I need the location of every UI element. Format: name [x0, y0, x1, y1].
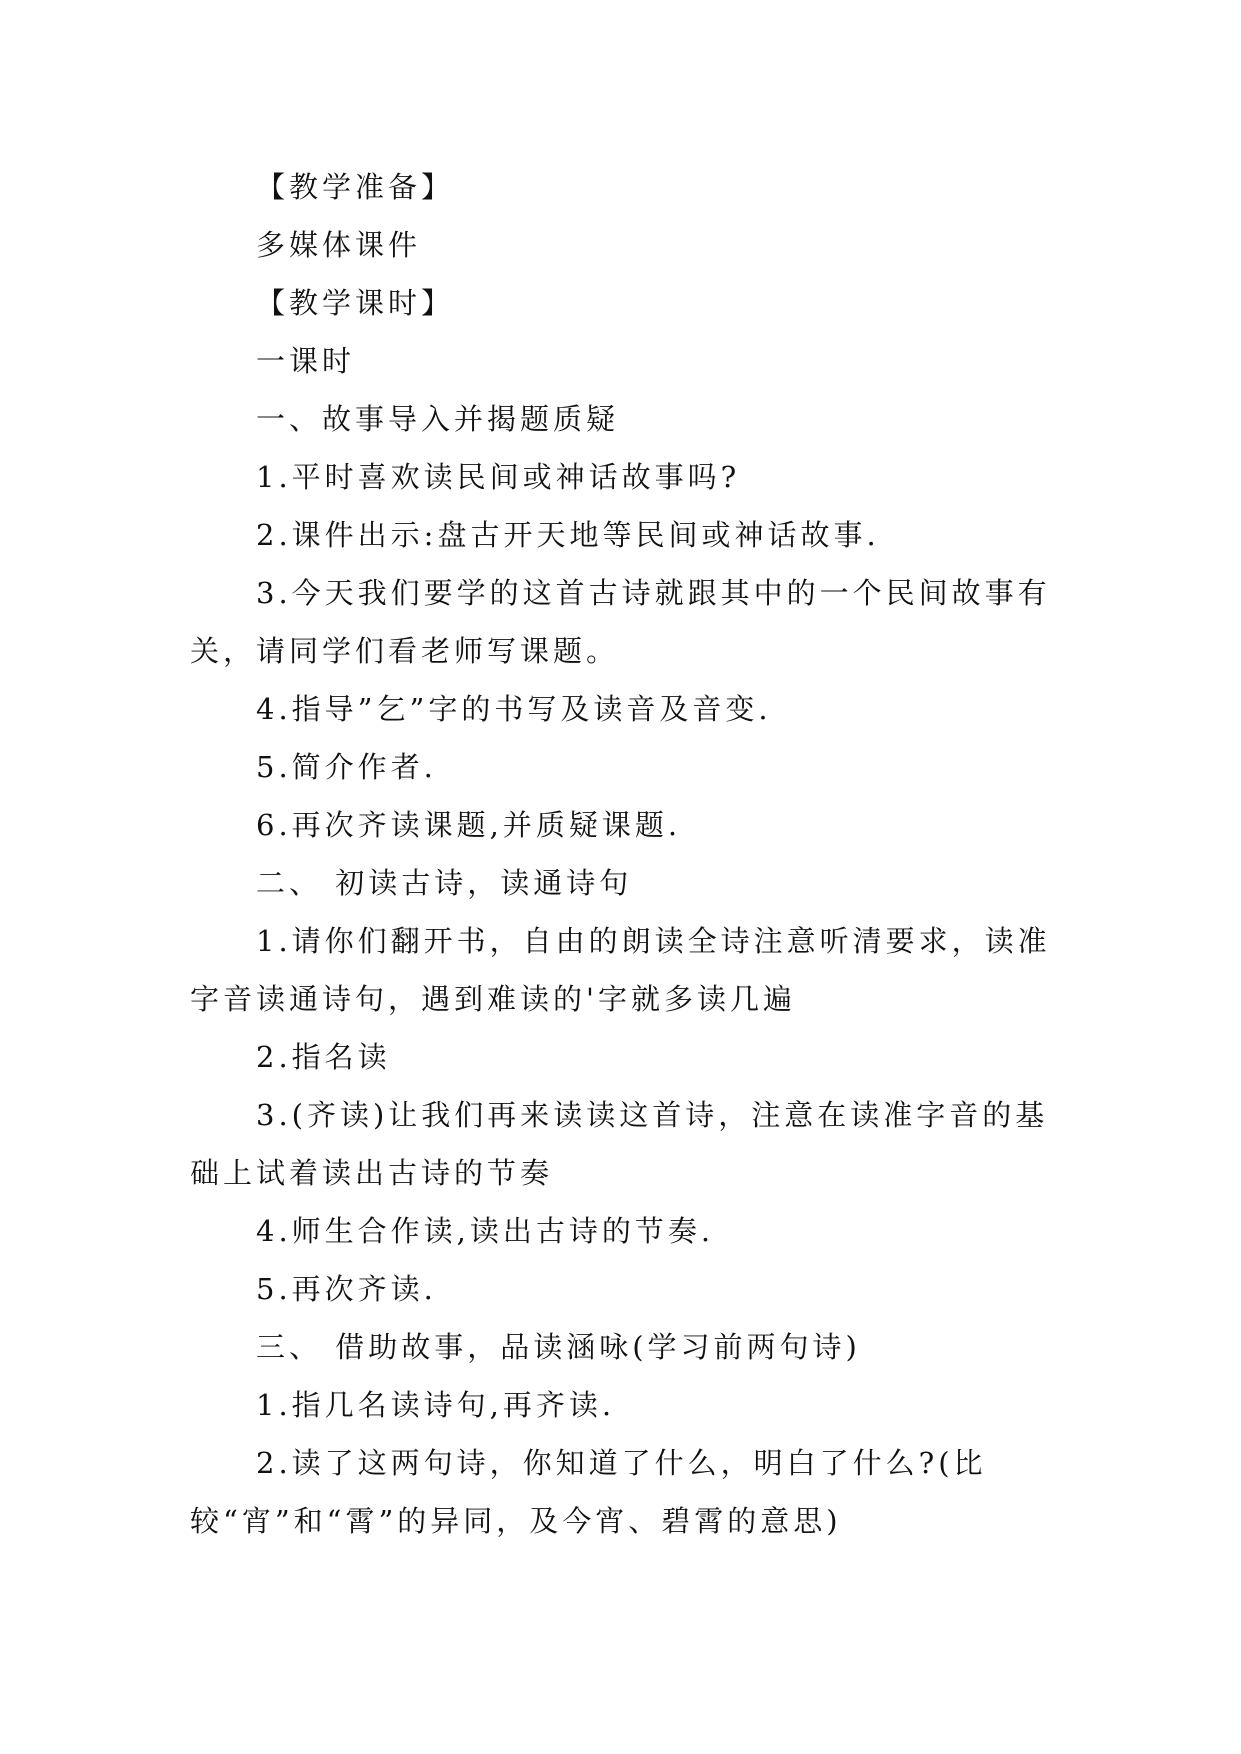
list-item: 1.请你们翻开书，自由的朗读全诗注意听清要求，读准字音读通诗句，遇到难读的'字就多读几遍: [190, 924, 1051, 1016]
section-heading-step-1: 一、故事导入并揭题质疑: [256, 402, 620, 436]
list-item: 5.简介作者.: [256, 750, 437, 784]
section-heading-step-2: 二、 初读古诗，读通诗句: [256, 866, 633, 900]
list-item: 2.指名读: [256, 1040, 391, 1074]
list-item: 2.课件出示:盘古开天地等民间或神话故事.: [256, 518, 880, 552]
document-body: [190, 158, 1060, 1550]
list-item: 3.(齐读)让我们再来读读这首诗，注意在读准字音的基础上试着读出古诗的节奏: [190, 1098, 1049, 1190]
list-item: 3.今天我们要学的这首古诗就跟其中的一个民间故事有关，请同学们看老师写课题。: [190, 576, 1051, 668]
list-item: 6.再次齐读课题,并质疑课题.: [256, 808, 682, 842]
list-item: 1.指几名读诗句,再齐读.: [256, 1388, 616, 1422]
list-item: 1.平时喜欢读民间或神话故事吗?: [256, 460, 741, 494]
section-heading-step-3: 三、 借助故事，品读涵咏(学习前两句诗): [256, 1330, 861, 1364]
list-item: 4.指导”乞”字的书写及读音及音变.: [256, 692, 772, 726]
section-heading-preparation: 【教学准备】: [256, 170, 455, 204]
paragraph: 一课时: [256, 344, 356, 378]
list-item: 5.再次齐读.: [256, 1272, 437, 1306]
section-heading-periods: 【教学课时】: [256, 286, 455, 320]
list-item: 2.读了这两句诗，你知道了什么，明白了什么?(比较“宵”和“霄”的异同，及今宵、碧霄的意思): [190, 1446, 987, 1538]
list-item: 4.师生合作读,读出古诗的节奏.: [256, 1214, 715, 1248]
paragraph: 多媒体课件: [256, 228, 422, 262]
